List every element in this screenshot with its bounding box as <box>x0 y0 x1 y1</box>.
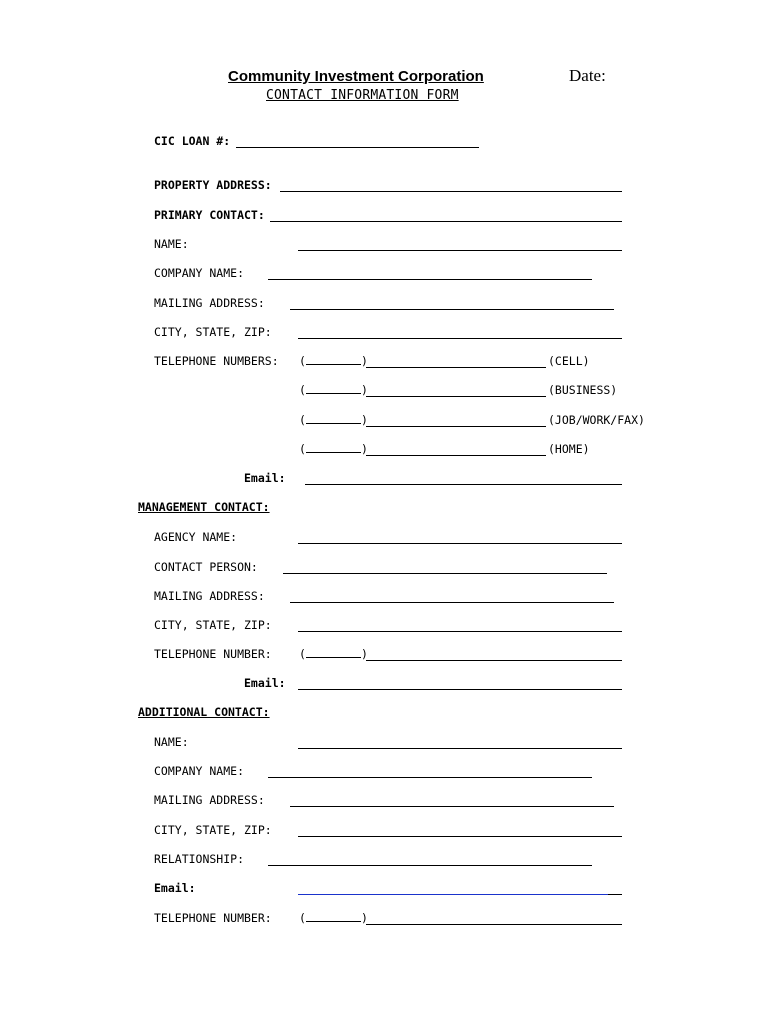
additional-relationship-label: RELATIONSHIP: <box>154 852 245 866</box>
management-phone-field[interactable] <box>366 660 622 661</box>
cic-loan-label: CIC LOAN #: <box>154 134 231 148</box>
additional-email-label: Email: <box>154 881 196 895</box>
additional-relationship-field[interactable] <box>268 865 592 866</box>
primary-contact-field[interactable] <box>270 221 622 222</box>
additional-company-label: COMPANY NAME: <box>154 764 245 778</box>
primary-phone-home-area[interactable]: ( ) <box>299 442 368 456</box>
management-telephone-label: TELEPHONE NUMBER: <box>154 647 272 661</box>
primary-company-label: COMPANY NAME: <box>154 266 245 280</box>
primary-phone-cell-area[interactable]: ( ) <box>299 354 368 368</box>
primary-company-field[interactable] <box>268 279 592 280</box>
additional-email-field[interactable] <box>298 894 608 895</box>
management-city-label: CITY, STATE, ZIP: <box>154 618 272 632</box>
primary-phone-cell-field[interactable] <box>366 367 546 368</box>
primary-phone-business-field[interactable] <box>366 396 546 397</box>
additional-mailing-field[interactable] <box>290 806 614 807</box>
primary-phone-fax-field[interactable] <box>366 426 546 427</box>
primary-email-label: Email: <box>244 471 286 485</box>
primary-contact-heading: PRIMARY CONTACT: <box>154 208 265 222</box>
date-label: Date: <box>569 66 606 85</box>
phone-type-cell: (CELL) <box>548 354 590 368</box>
primary-mailing-label: MAILING ADDRESS: <box>154 296 265 310</box>
management-email-field[interactable] <box>298 689 622 690</box>
management-mailing-field[interactable] <box>290 602 614 603</box>
primary-telephone-label: TELEPHONE NUMBERS: <box>154 354 279 368</box>
primary-phone-fax-area[interactable]: ( ) <box>299 413 368 427</box>
primary-name-label: NAME: <box>154 237 189 251</box>
primary-phone-home-field[interactable] <box>366 455 546 456</box>
management-agency-field[interactable] <box>298 543 622 544</box>
additional-city-label: CITY, STATE, ZIP: <box>154 823 272 837</box>
org-name: Community Investment Corporation <box>228 68 484 85</box>
management-person-field[interactable] <box>283 573 607 574</box>
form-title: CONTACT INFORMATION FORM <box>266 88 459 103</box>
primary-mailing-field[interactable] <box>290 309 614 310</box>
cic-loan-field[interactable] <box>236 147 479 148</box>
additional-name-field[interactable] <box>298 748 622 749</box>
primary-city-field[interactable] <box>298 338 622 339</box>
additional-name-label: NAME: <box>154 735 189 749</box>
property-address-field[interactable] <box>280 191 622 192</box>
management-person-label: CONTACT PERSON: <box>154 560 258 574</box>
phone-type-fax: (JOB/WORK/FAX) <box>548 413 645 427</box>
primary-phone-business-area[interactable]: ( ) <box>299 383 368 397</box>
additional-telephone-label: TELEPHONE NUMBER: <box>154 911 272 925</box>
management-city-field[interactable] <box>298 631 622 632</box>
management-agency-label: AGENCY NAME: <box>154 530 238 544</box>
additional-contact-heading: ADDITIONAL CONTACT: <box>138 705 270 719</box>
management-mailing-label: MAILING ADDRESS: <box>154 589 265 603</box>
management-phone-area[interactable]: ( ) <box>299 647 368 661</box>
primary-city-label: CITY, STATE, ZIP: <box>154 325 272 339</box>
property-address-label: PROPERTY ADDRESS: <box>154 178 272 192</box>
additional-company-field[interactable] <box>268 777 592 778</box>
additional-phone-field[interactable] <box>366 924 622 925</box>
primary-email-field[interactable] <box>305 484 622 485</box>
additional-city-field[interactable] <box>298 836 622 837</box>
additional-email-field-tail <box>608 894 622 895</box>
phone-type-home: (HOME) <box>548 442 590 456</box>
additional-phone-area[interactable]: ( ) <box>299 911 368 925</box>
additional-mailing-label: MAILING ADDRESS: <box>154 793 265 807</box>
management-email-label: Email: <box>244 676 286 690</box>
management-contact-heading: MANAGEMENT CONTACT: <box>138 500 270 514</box>
phone-type-business: (BUSINESS) <box>548 383 618 397</box>
primary-name-field[interactable] <box>298 250 622 251</box>
